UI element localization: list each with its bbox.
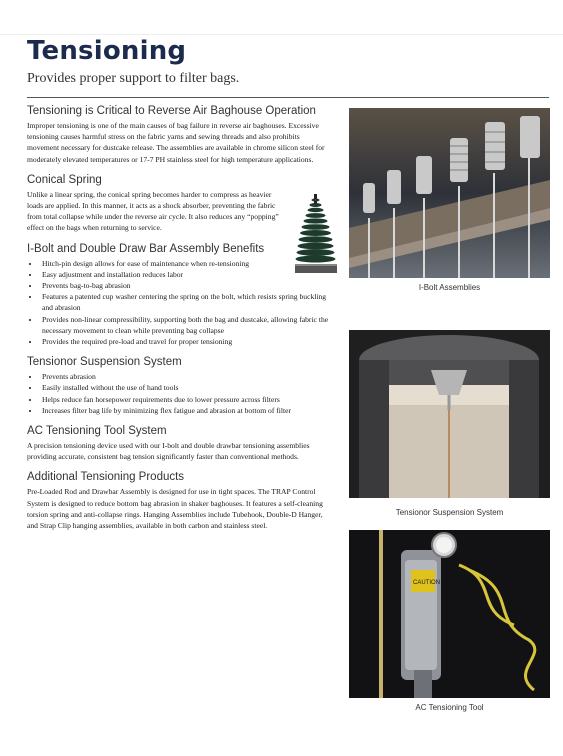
section-additional [27, 471, 332, 531]
list-item: • Hitch-pin design allows for ease of maintenance when re-tensioning [40, 258, 332, 269]
benefits-list [27, 258, 332, 348]
list-item: • Prevents abrasion [40, 371, 332, 382]
list-item: • Easily installed without the use of hand tools [40, 382, 332, 393]
ibolt-caption: I-Bolt Assemblies [418, 283, 481, 292]
list-item: • Increases filter bag life by minimizing flex fatigue and abrasion at bottom of filter [40, 405, 332, 416]
section-heading: Conical Spring [27, 173, 102, 186]
section-suspension [27, 356, 332, 416]
tool-caption: AC Tensioning Tool [415, 703, 484, 712]
list-item: • Helps reduce fan horsepower requirements due to lower pressure across filters [40, 394, 332, 405]
list-item: • Features a patented cup washer centering the spring on the bolt, which resists spring buckling and abrasion [40, 291, 332, 313]
divider [27, 97, 549, 98]
section-body: A precision tensioning device used with our I-bolt and double drawbar tensioning assemblies providing accurate, consistent bag tension significantly faster than conventional methods. [27, 441, 310, 462]
ibolt-assemblies-photo [349, 108, 550, 278]
page-header-band [0, 0, 563, 35]
caution-label: CAUTION [413, 580, 440, 586]
list-item: • Provides the required pre-load and travel for proper tensioning [40, 336, 332, 347]
suspension-list [27, 371, 332, 416]
section-body: Pre-Loaded Rod and Drawbar Assembly is designed for use in tight spaces. The TRAP Control System is designed to reduce bottom bag abrasion in shaker baghouses. It features a self-cleaning torsion spring and anti-collapse rings. Hanging Assemblies include Tubehook, Double-D Hanger, and Strap Clip hanging assemblies, available in both carbon and stainless steel. [27, 487, 323, 531]
suspension-system-photo [349, 330, 550, 498]
section-ibolt-benefits [27, 243, 332, 348]
section-heading: Additional Tensioning Products [27, 471, 185, 484]
section-heading: I-Bolt and Double Draw Bar Assembly Benefits [27, 242, 265, 255]
list-item: • Provides non-linear compressibility, supporting both the bag and dustcake, allowing fabric the necessary movement to clean while preventing bag collapse [40, 314, 332, 336]
section-heading: AC Tensioning Tool System [27, 425, 167, 438]
suspension-caption: Tensionor Suspension System [395, 508, 504, 517]
section-heading: Tensioning is Critical to Reverse Air Baghouse Operation [27, 105, 316, 117]
page-subtitle: Provides proper support to filter bags. [27, 71, 240, 86]
section-heading: Tensionor Suspension System [27, 356, 182, 369]
page-title: Tensioning [27, 36, 187, 66]
list-item: • Easy adjustment and installation reduces labor [40, 269, 332, 280]
section-conical-spring [27, 174, 282, 234]
section-body: Unlike a linear spring, the conical spring becomes harder to compress as heavier loads are applied. In this manner, it acts as a shock absorber, preventing the fabric from total collapse while under the reverse air cycle. It also reduces any “popping” effect on the bags when returning to service. [27, 189, 279, 233]
section-body: Improper tensioning is one of the main causes of bag failure in reverse air baghouses. Excessive tensioning causes harmful stress on the fabric yarns and sewing threads and also prohibits movement necessary for dustcake release. The assemblies are available in chrome silicon steel for moderately elevated temperatures or 17-7 PH stainless steel for high temperature applications. [27, 121, 325, 164]
tensioning-tool-photo [349, 530, 550, 698]
list-item: • Prevents bag-to-bag abrasion [40, 280, 332, 291]
section-critical [27, 105, 332, 165]
conical-spring-icon [293, 194, 339, 276]
text-column [27, 105, 332, 540]
section-ac-tool [27, 425, 332, 462]
